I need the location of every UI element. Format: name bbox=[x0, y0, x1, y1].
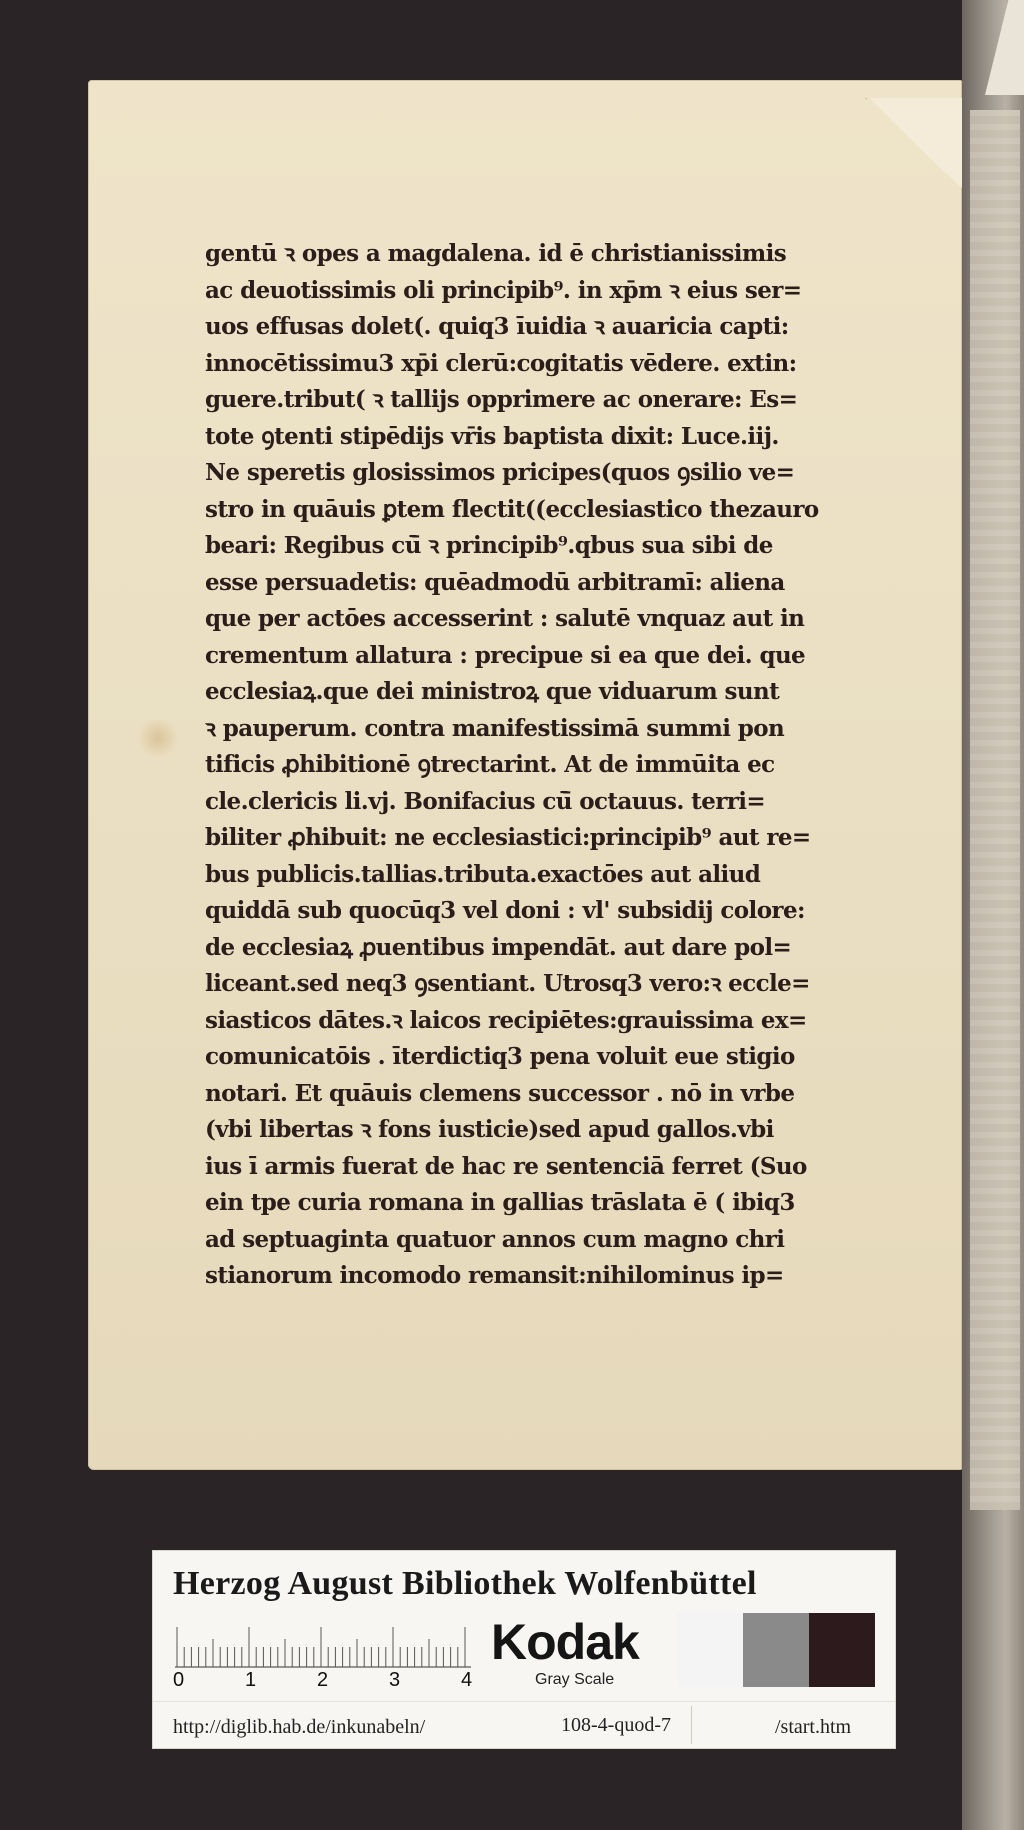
page-stain bbox=[138, 720, 178, 756]
measurement-ruler bbox=[173, 1621, 473, 1669]
text-line: stianorum incomodo remansit:nihilominus ip= bbox=[205, 1262, 784, 1289]
gray-scale-label: Gray Scale bbox=[535, 1671, 615, 1688]
text-line: (vbi libertas ꝛ fons iusticie)sed apud gallos.vbi bbox=[205, 1116, 774, 1143]
incunabulum-text-block bbox=[205, 236, 860, 1295]
text-line: liceant.sed neq3 ꝯsentiant. Utrosq3 vero:ꝛ eccle= bbox=[205, 970, 810, 997]
start-page-path: /start.htm bbox=[775, 1716, 852, 1738]
digital-library-url: http://diglib.hab.de/inkunabeln/ bbox=[173, 1716, 426, 1738]
page-folded-corner bbox=[865, 98, 962, 188]
gray-swatch bbox=[809, 1613, 875, 1687]
shelfmark-label: 108-4-quod-7 bbox=[541, 1706, 692, 1744]
text-line: ad septuaginta quatuor annos cum magno chri bbox=[205, 1225, 785, 1253]
ruler-label: 3 bbox=[389, 1669, 401, 1691]
ruler-label: 4 bbox=[461, 1669, 473, 1691]
adjacent-page-text bbox=[970, 110, 1020, 1510]
text-line: gentū ꝛ opes a magdalena. id ē christianissimis bbox=[205, 240, 787, 267]
text-line: quiddā sub quocūq3 vel doni : vl' subsidij colore: bbox=[205, 897, 805, 924]
adjacent-page-edge bbox=[962, 0, 1024, 1830]
ruler-label: 0 bbox=[173, 1669, 185, 1691]
gray-scale-swatches bbox=[677, 1613, 875, 1687]
kodak-logo: Kodak bbox=[491, 1614, 639, 1670]
text-line: uos effusas dolet(. quiq3 īuidia ꝛ auaricia capti: bbox=[205, 313, 789, 340]
text-line: comunicatōis . īterdictiq3 pena voluit eue stigio bbox=[205, 1043, 795, 1070]
text-line: cle.clericis li.vj. Bonifacius cū̄ octauus. terri= bbox=[205, 787, 766, 815]
text-line: Ne speretis glosissimos pricipes(quos ꝯsilio ve= bbox=[205, 459, 795, 486]
gray-swatch bbox=[677, 1613, 743, 1687]
text-line: que per actōes accesserint : salutē vnquaz aut in bbox=[205, 605, 805, 632]
text-line: guere.tribut( ꝛ tallijs opprimere ac onerare: Es= bbox=[205, 386, 798, 413]
ruler-labels bbox=[173, 1669, 473, 1693]
text-line: siasticos dātes.ꝛ laicos recipiētes:grauissima ex= bbox=[205, 1006, 807, 1034]
text-line: de ecclesiaꝝ ꝓuentibus impendāt. aut dare pol= bbox=[205, 933, 792, 961]
ruler-label: 2 bbox=[317, 1669, 329, 1691]
text-line: ecclesiaꝝ.que dei ministroꝝ que viduarum sunt bbox=[205, 678, 780, 705]
target-card bbox=[152, 1550, 896, 1749]
text-line: ein tpe curia romana in gallias trāslata ē ( ibiq3 bbox=[205, 1189, 795, 1216]
text-line: ius ī armis fuerat de hac re sentenciā ferret (Suo bbox=[205, 1152, 807, 1180]
text-line: innocētissimu3 xp̄i clerū:cogitatis vēdere. extin: bbox=[205, 349, 797, 377]
institution-name: Herzog August Bibliothek Wolfenbüttel bbox=[173, 1565, 757, 1602]
text-line: crementum allatura : precipue si ea que dei. que bbox=[205, 641, 806, 669]
ruler-label: 1 bbox=[245, 1669, 257, 1691]
card-footer bbox=[153, 1701, 895, 1748]
text-line: ac deuotissimis oli principib⁹. in xp̄m ꝛ eius ser= bbox=[205, 276, 802, 304]
gray-swatch bbox=[743, 1613, 809, 1687]
text-line: beari: Regibus cū̄ ꝛ principib⁹.qbus sua sibi de bbox=[205, 532, 773, 559]
text-line: esse persuadetis: quēadmodū arbitramī: aliena bbox=[205, 568, 785, 596]
text-line: bus publicis.tallias.tributa.exactōes aut aliud bbox=[205, 860, 761, 888]
text-line: biliter ꝓhibuit: ne ecclesiastici:principib⁹ aut re= bbox=[205, 824, 811, 851]
text-line: ꝛ pauperum. contra manifestissimā summi pon bbox=[205, 714, 785, 742]
text-line: notari. Et quāuis clemens successor . nō in vrbe bbox=[205, 1079, 795, 1107]
text-line: tote ꝯtenti stipēdijs vr̄is baptista dixit: Luce.iij. bbox=[205, 422, 779, 450]
text-line: stro in quāuis ꝑtem flectit((ecclesiastico thezauro bbox=[205, 495, 819, 523]
text-line: tificis ꝓhibitionē ꝯtrectarint. At de immūita ec bbox=[205, 751, 775, 778]
